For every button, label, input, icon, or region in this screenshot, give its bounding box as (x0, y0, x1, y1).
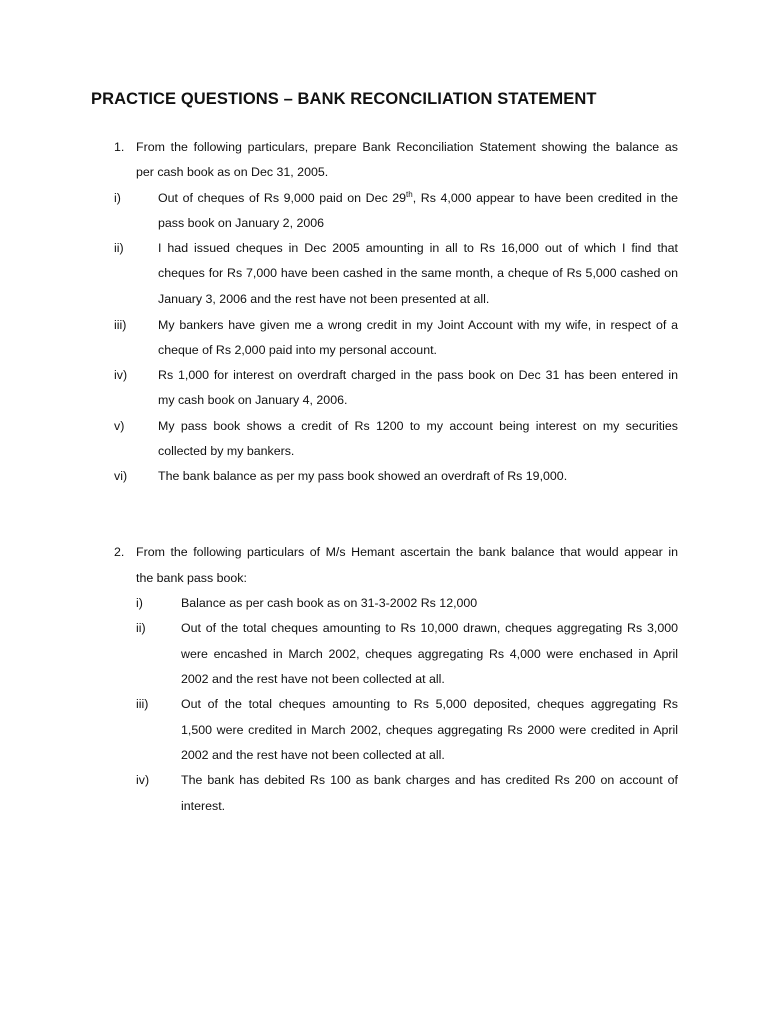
q1-item-iii-label: iii) (114, 318, 127, 332)
q1-item-i-line-1 (158, 190, 678, 206)
q2-item-iv-line-1: The bank has debited Rs 100 as bank charges and has credited Rs 200 on account of (181, 773, 678, 787)
question-1-intro-line-1: From the following particulars, prepare Bank Reconciliation Statement showing the balance as (136, 140, 678, 154)
question-2-intro-line-1: From the following particulars of M/s Hemant ascertain the bank balance that would appear in (136, 545, 678, 559)
q2-item-iii-line-2: 1,500 were credited in March 2002, cheques aggregating Rs 2000 were credited in April (181, 723, 678, 737)
q1-item-iv-line-1: Rs 1,000 for interest on overdraft charged in the pass book on Dec 31 has been entered in (158, 368, 678, 382)
q2-item-iii-line-3: 2002 and the rest have not been collected at all. (181, 748, 445, 762)
q2-item-iii-line-1: Out of the total cheques amounting to Rs 5,000 deposited, cheques aggregating Rs (181, 697, 678, 711)
q2-item-ii-label: ii) (136, 621, 146, 635)
page-title: PRACTICE QUESTIONS – BANK RECONCILIATION STATEMENT (91, 90, 597, 108)
q1-item-i-superscript: th (406, 189, 413, 199)
q1-item-v-line-2: collected by my bankers. (158, 444, 295, 458)
q1-item-v-label: v) (114, 419, 125, 433)
q2-item-iv-line-2: interest. (181, 799, 226, 813)
q1-item-i-line-1-pre: Out of cheques of Rs 9,000 paid on Dec 29 (158, 191, 407, 205)
question-1-intro-line-2: per cash book as on Dec 31, 2005. (136, 165, 329, 179)
q2-item-i-line-1: Balance as per cash book as on 31-3-2002 Rs 12,000 (181, 596, 478, 610)
q1-item-v-line-1: My pass book shows a credit of Rs 1200 to my account being interest on my securities (158, 419, 678, 433)
q1-item-i-line-2: pass book on January 2, 2006 (158, 216, 325, 230)
q1-item-iii-line-2: cheque of Rs 2,000 paid into my personal account. (158, 343, 437, 357)
q2-item-ii-line-2: were encashed in March 2002, cheques aggregating Rs 4,000 were enchased in April (181, 647, 678, 661)
q1-item-iii-line-1: My bankers have given me a wrong credit in my Joint Account with my wife, in respect of a (158, 318, 678, 332)
q1-item-vi-label: vi) (114, 469, 128, 483)
q2-item-i-label: i) (136, 596, 143, 610)
question-2-number: 2. (114, 545, 125, 559)
q2-item-ii-line-3: 2002 and the rest have not been collected at all. (181, 672, 445, 686)
q1-item-iv-line-2: my cash book on January 4, 2006. (158, 393, 348, 407)
q2-item-ii-line-1: Out of the total cheques amounting to Rs 10,000 drawn, cheques aggregating Rs 3,000 (181, 621, 678, 635)
q1-item-ii-label: ii) (114, 241, 124, 255)
q2-item-iii-label: iii) (136, 697, 149, 711)
q1-item-i-label: i) (114, 191, 121, 205)
question-1-number: 1. (114, 140, 125, 154)
q1-item-i-line-1-post: , Rs 4,000 appear to have been credited in the (412, 191, 678, 205)
question-2-intro-line-2: the bank pass book: (136, 571, 247, 585)
q1-item-iv-label: iv) (114, 368, 128, 382)
q1-item-ii-line-1: I had issued cheques in Dec 2005 amounting in all to Rs 16,000 out of which I find that (158, 241, 678, 255)
q1-item-ii-line-3: January 3, 2006 and the rest have not been presented at all. (158, 292, 490, 306)
q1-item-vi-line-1: The bank balance as per my pass book showed an overdraft of Rs 19,000. (158, 469, 568, 483)
q2-item-iv-label: iv) (136, 773, 150, 787)
q1-item-ii-line-2: cheques for Rs 7,000 have been cashed in the same month, a cheque of Rs 5,000 cashed on (158, 266, 678, 280)
